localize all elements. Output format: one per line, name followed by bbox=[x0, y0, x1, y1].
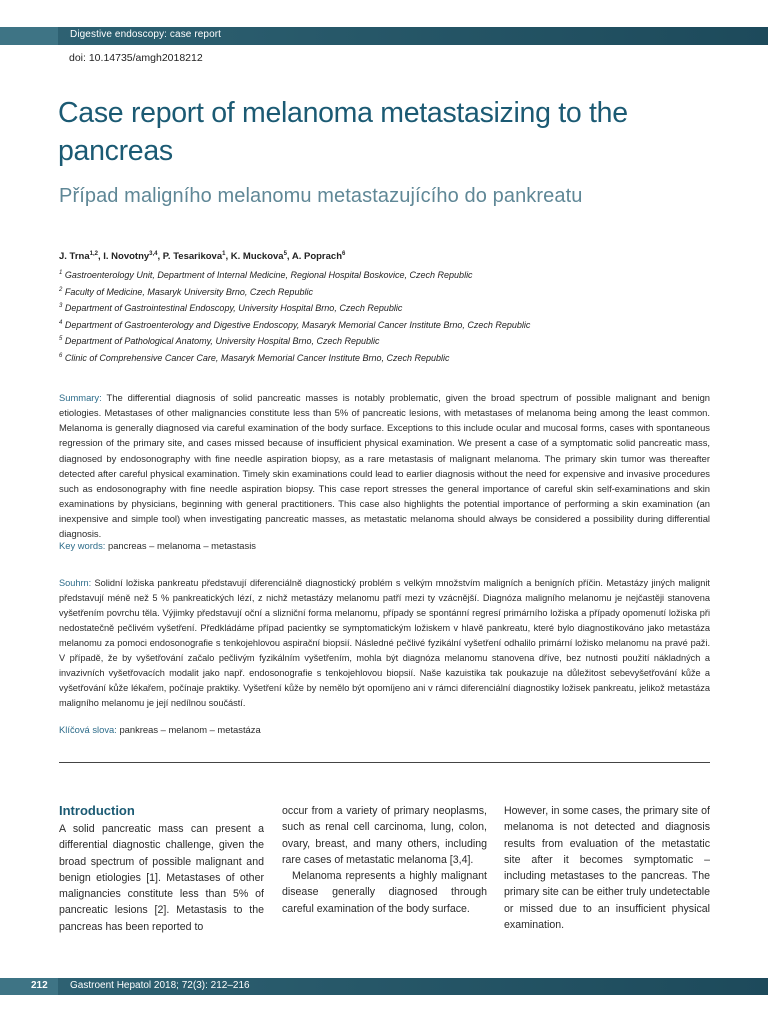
body-paragraph: occur from a variety of primary neoplasms, such as renal cell carcinoma, lung, colon, ovary, breast, and many others, including rare cases of metastatic melanoma [3,4]. bbox=[282, 805, 487, 866]
author: J. Trna$^{1,2}$ bbox=[59, 251, 98, 263]
affiliation: $^6$ Clinic of Comprehensive Cancer Care, Masaryk Memorial Cancer Institute Brno, Czech Republic bbox=[59, 352, 450, 363]
abstract-summary bbox=[59, 390, 710, 542]
keywords-label: Key words: bbox=[59, 540, 106, 551]
header-bar bbox=[0, 27, 768, 45]
souhrn-label: Souhrn: bbox=[59, 578, 92, 588]
affiliation-list bbox=[59, 266, 530, 365]
author: I. Novotny$^{3,4}$ bbox=[103, 251, 158, 263]
summary-label: Summary: bbox=[59, 392, 102, 403]
introduction-heading: Introduction bbox=[59, 803, 135, 818]
keywords-text: pancreas – melanoma – metastasis bbox=[107, 540, 256, 551]
header-accent bbox=[0, 27, 58, 45]
abstract-souhrn bbox=[59, 576, 710, 711]
body-paragraph: A solid pancreatic mass can present a differential diagnostic challenge, given the broad spectrum of possible malignant and benign etiologies [1]. Metastases of other malignancies constitute less than 5% of pancreatic lesions [2]. Metastasis to the pancreas has been reported to bbox=[59, 823, 264, 933]
article-title: Case report of melanoma metastasizing to the pancreas bbox=[58, 97, 628, 167]
body-column-3 bbox=[504, 803, 710, 933]
doi[interactable]: doi: 10.14735/amgh2018212 bbox=[69, 52, 203, 64]
klicova-slova bbox=[59, 724, 261, 735]
affiliation: $^2$ Faculty of Medicine, Masaryk University Brno, Czech Republic bbox=[59, 286, 313, 297]
footer-accent bbox=[0, 978, 58, 995]
body-paragraph: Melanoma represents a highly malignant disease generally diagnosed through careful examination of the body surface. bbox=[282, 870, 487, 915]
body-paragraph: However, in some cases, the primary site of melanoma is not detected and diagnosis results from evaluation of the metastatic site after it becomes symptomatic – including metastases to the pancreas. The primary site can be either truly undetectable or missed due to an insufficient physical examination. bbox=[504, 805, 710, 932]
author: P. Tesarikova$^1$ bbox=[162, 251, 226, 263]
section-divider bbox=[59, 762, 710, 763]
body-column-1 bbox=[59, 803, 264, 935]
summary-text: The differential diagnosis of solid pancreatic masses is notably problematic, given the broad spectrum of possible malignant and benign etiologies. Metastases of other malignancies constitute less than 5% of pancreatic lesions, with metastases of melanoma being among the least common. Melanoma is generally diagnosed via careful examination of the body surface. Exceptions to this include ocular and mucosal forms, cases with spontaneous regression of the primary site, and cases missed because of insufficient physical examination. We present a case of a symptomatic solid pancreatic mass, diagnosed by endosonography with fine needle aspiration biopsy, as a rare metastasis of malignant melanoma. The primary skin tumor was thereafter detected after careful physical examination. Timely skin examinations could lead to earlier diagnosis without the need for expensive and invasive procedures such as endosonography with fine needle aspiration biopsy. This case report stresses the general importance of careful skin self-examinations and skin examinations by physicians, beginning with general practitioners. This case also highlights the potential importance of performing a skin examination (an inexpensive and simple tool) when investigating pancreatic masses, as metastatic melanoma should always be considered a possibility during differential diagnosis. bbox=[59, 392, 710, 540]
page-number: 212 bbox=[31, 980, 48, 991]
klicova-slova-label: Klíčová slova: bbox=[59, 724, 117, 735]
affiliation: $^5$ Department of Pathological Anatomy, University Hospital Brno, Czech Republic bbox=[59, 336, 380, 346]
affiliation: $^4$ Department of Gastroenterology and Digestive Endoscopy, Masaryk Memorial Cancer Institute Brno, Czech Republic bbox=[59, 319, 531, 330]
section-label: Digestive endoscopy: case report bbox=[70, 29, 222, 40]
author-list: J. Trna$^{1,2}$, I. Novotny$^{3,4}$, P. Tesarikova$^1$, K. Muckova$^5$, A. Poprach$^6$ bbox=[59, 251, 346, 263]
body-column-2 bbox=[282, 803, 487, 917]
klicova-slova-text: pankreas – melanom – metastáza bbox=[119, 724, 261, 735]
article-subtitle: Případ maligního melanomu metastazujícího do pankreatu bbox=[59, 185, 583, 207]
footer-bar bbox=[0, 978, 768, 995]
keywords bbox=[59, 540, 256, 551]
journal-citation: Gastroent Hepatol 2018; 72(3): 212–216 bbox=[70, 980, 250, 991]
affiliation: $^1$ Gastroenterology Unit, Department of Internal Medicine, Regional Hospital Boskovice, Czech Republic bbox=[59, 270, 473, 280]
author: K. Muckova$^5$ bbox=[230, 251, 287, 263]
author: A. Poprach$^6$ bbox=[291, 251, 346, 263]
souhrn-text: Solidní ložiska pankreatu představují diferenciálně diagnostický problém s velkým množstvím maligních a benigních příčin. Metastázy jiných malignit představují méně než 5 % pankreatických lézí, z nichž metastázy melanomu patří mezi ty vzácnější. Diagnóza maligního melanomu je nejčastěji stanovena vyšetřením povrchu těla. Výjimky představují oční a slizniční forma melanomu, případy se spontánní regresí primárního ložiska a případy opomenutí ložiska při nedostatečně pečlivém vyšetření. Předkládáme případ pacientky se symptomatickým ložiskem v hlavě pankreatu, které bylo diagnostikováno jako metastáza melanomu za pomoci endosonografie s tenkojehlovou aspirační biopsií. Následné pečlivé fyzikální vyšetření odhalilo primární ložisko melanomu na pravé paži. V případě, že by vyšetřování začalo pečlivým fyzikálním vyšetřením, mohla být diagnóza melanomu stanovena dříve, bez nutnosti použití nákladných a invazivních vyšetřovacích modalit jako např. endosonografie s tenkojehlovou biopsií. Naše kazuistika tak poukazuje na důležitost sebevyšetřování kůže a vyšetřování kůže lékařem, počínaje praktiky. Vyšetření kůže by nemělo být opomíjeno ani v rámci diferenciální diagnostiky ložisek pankreatu, jelikož metastáza maligního melanomu je její nedílnou součástí. bbox=[59, 578, 710, 709]
affiliation: $^3$ Department of Gastrointestinal Endoscopy, University Hospital Brno, Czech Republic bbox=[59, 303, 403, 313]
